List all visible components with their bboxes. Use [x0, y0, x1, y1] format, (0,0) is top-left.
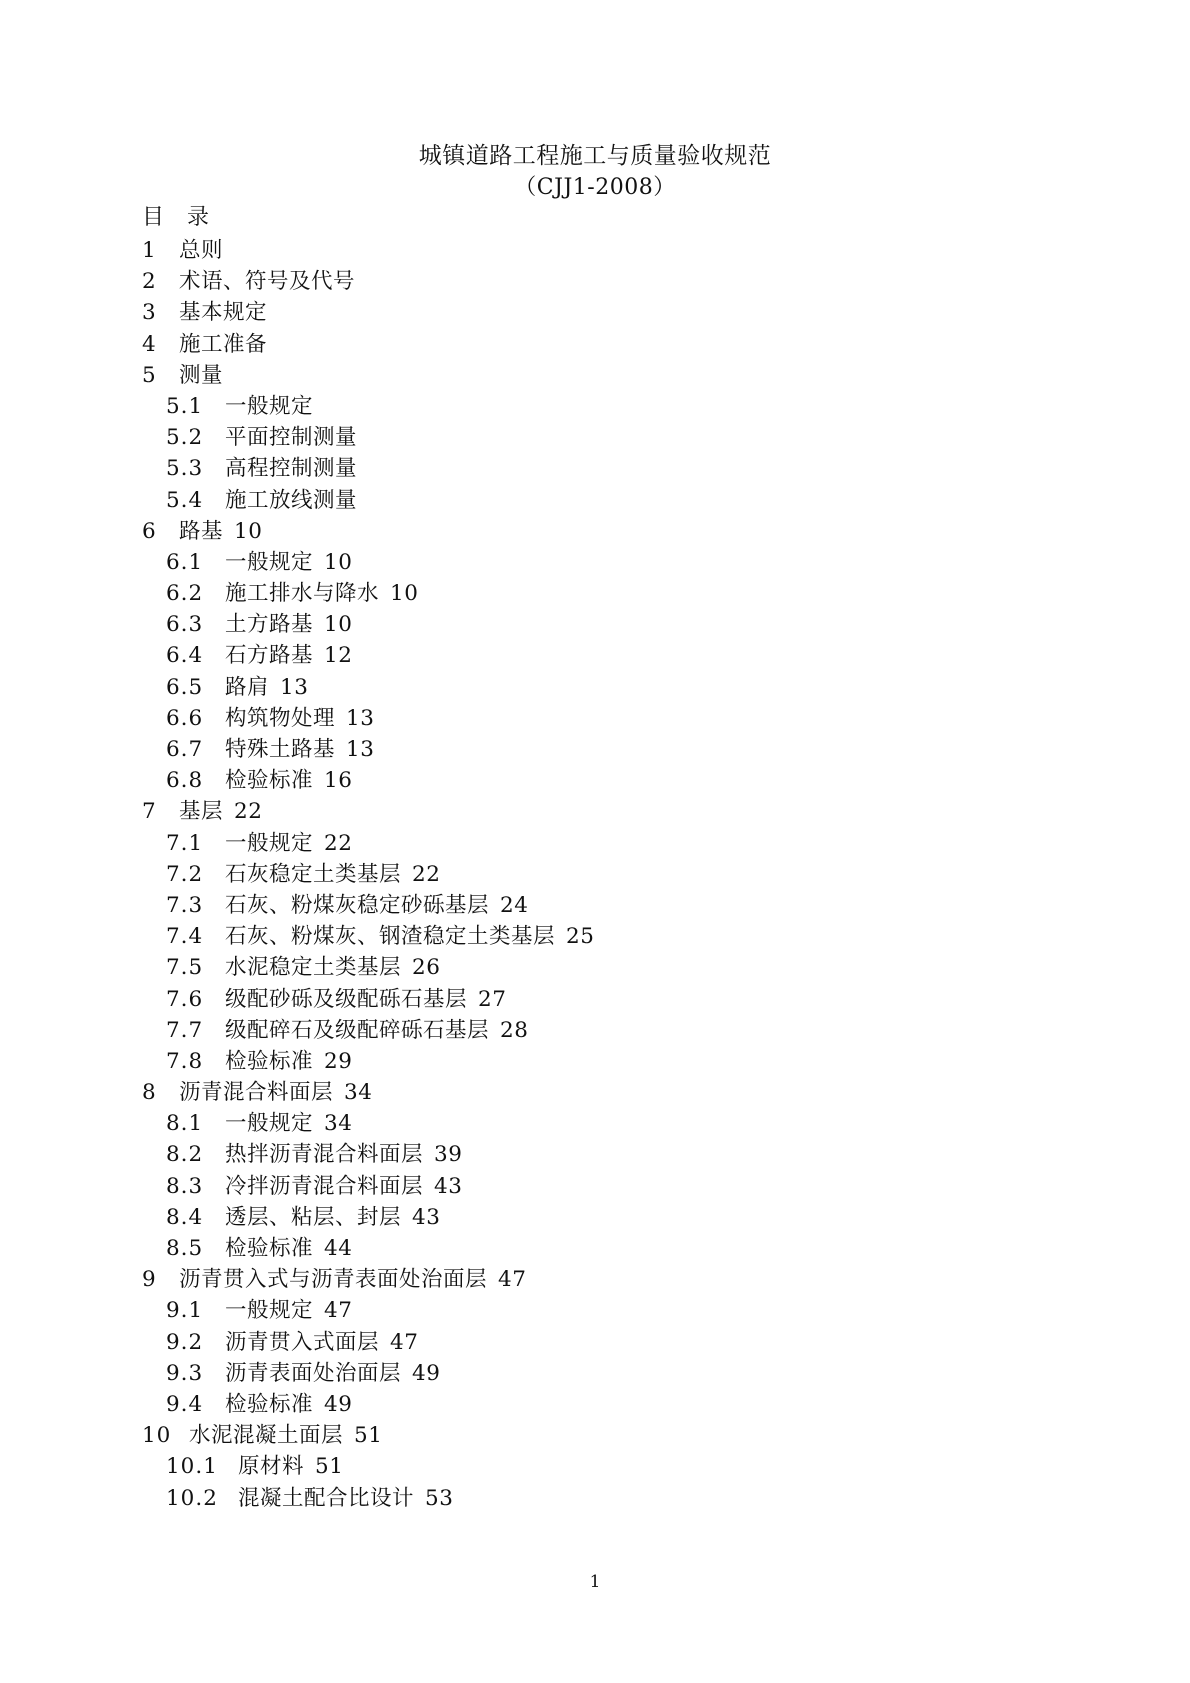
toc-entry-title: 一般规定 [225, 830, 314, 856]
toc-chapter-entry[interactable] [142, 266, 1042, 297]
toc-entry-number: 10.2 [166, 1485, 218, 1511]
toc-entry-number: 5.1 [166, 393, 204, 419]
toc-subsection-entry[interactable] [142, 1233, 1042, 1264]
toc-entry-title: 原材料 [238, 1454, 305, 1480]
toc-entry-title: 水泥混凝土面层 [189, 1423, 344, 1449]
toc-chapter-entry[interactable] [142, 1264, 1042, 1295]
toc-entry-page: 44 [324, 1236, 353, 1261]
toc-entry-page: 26 [412, 955, 441, 981]
toc-entry-title: 沥青贯入式与沥青表面处治面层 [179, 1267, 488, 1293]
toc-entry-title: 施工放线测量 [225, 487, 358, 513]
toc-entry-number: 8.2 [166, 1142, 204, 1168]
toc-subsection-entry[interactable] [142, 859, 1042, 890]
toc-entry-page: 51 [315, 1454, 344, 1480]
toc-entry-number: 8 [142, 1080, 157, 1106]
toc-entry-title: 一般规定 [225, 549, 314, 575]
toc-entry-page: 22 [234, 799, 263, 825]
toc-entry-title: 总则 [179, 238, 224, 263]
toc-entry-title: 沥青混合料面层 [179, 1080, 334, 1106]
toc-entry-number: 6.8 [166, 768, 204, 794]
toc-entry-title: 路肩 [225, 674, 270, 700]
toc-subsection-entry[interactable] [142, 1015, 1042, 1046]
toc-entry-title: 级配砂砾及级配砾石基层 [225, 986, 468, 1012]
toc-subsection-entry[interactable] [142, 578, 1042, 609]
toc-entry-page: 29 [324, 1048, 353, 1074]
toc-entry-number: 8.4 [166, 1204, 204, 1230]
toc-entry-number: 9.1 [166, 1298, 204, 1324]
toc-entry-page: 39 [434, 1142, 463, 1168]
toc-entry-page: 10 [390, 581, 419, 607]
toc-entry-number: 7.1 [166, 830, 204, 856]
toc-subsection-entry[interactable] [142, 890, 1042, 921]
document-code: （CJJ1-2008） [514, 175, 676, 200]
toc-chapter-entry[interactable] [142, 1420, 1042, 1451]
toc-entry-page: 10 [234, 518, 263, 544]
toc-subsection-entry[interactable] [142, 984, 1042, 1015]
toc-subsection-entry[interactable] [142, 1139, 1042, 1170]
toc-entry-number: 6.2 [166, 581, 204, 607]
toc-heading: 目 录 [142, 205, 217, 230]
toc-entry-page: 47 [498, 1267, 527, 1293]
toc-entry-page: 22 [324, 830, 353, 856]
toc-subsection-entry[interactable] [142, 640, 1042, 671]
toc-entry-page: 10 [324, 549, 353, 575]
toc-entry-title: 石方路基 [225, 643, 314, 669]
toc-entry-title: 沥青贯入式面层 [225, 1329, 380, 1355]
toc-entry-number: 9.4 [166, 1391, 204, 1417]
toc-subsection-entry[interactable] [142, 703, 1042, 734]
toc-entry-title: 一般规定 [225, 1111, 314, 1137]
toc-entry-page: 47 [390, 1329, 419, 1355]
toc-entry-number: 7.2 [166, 861, 204, 887]
toc-entry-number: 5.4 [166, 487, 204, 513]
toc-entry-number: 7.8 [166, 1048, 204, 1074]
toc-entry-title: 测量 [179, 362, 224, 388]
toc-entry-number: 9.3 [166, 1360, 204, 1386]
toc-entry-page: 25 [566, 924, 595, 950]
toc-subsection-entry[interactable] [142, 609, 1042, 640]
toc-subsection-entry[interactable] [142, 547, 1042, 578]
toc-entry-page: 43 [434, 1173, 463, 1199]
toc-entry-page: 49 [412, 1360, 441, 1386]
toc-entry-number: 7.4 [166, 924, 204, 950]
toc-entry-title: 土方路基 [225, 612, 314, 638]
toc-entry-number: 1 [142, 238, 157, 263]
toc-entry-page: 49 [324, 1391, 353, 1417]
toc-chapter-entry[interactable] [142, 329, 1042, 360]
document-title: 城镇道路工程施工与质量验收规范 [418, 143, 772, 169]
toc-entry-page: 24 [500, 892, 529, 918]
toc-entry-title: 构筑物处理 [225, 705, 336, 731]
toc-subsection-entry[interactable] [142, 921, 1042, 952]
toc-entry-title: 检验标准 [225, 1236, 314, 1261]
toc-entry-number: 9 [142, 1267, 157, 1293]
toc-subsection-entry[interactable] [142, 1202, 1042, 1233]
toc-chapter-entry[interactable] [142, 516, 1042, 547]
toc-entry-page: 13 [346, 705, 375, 731]
toc-entry-title: 石灰、粉煤灰稳定砂砾基层 [225, 892, 490, 918]
toc-entry-title: 冷拌沥青混合料面层 [225, 1173, 424, 1199]
toc-entry-title: 石灰、粉煤灰、钢渣稳定土类基层 [225, 924, 556, 950]
toc-subsection-entry[interactable] [142, 391, 1042, 422]
toc-entry-title: 级配碎石及级配碎砾石基层 [225, 1017, 490, 1043]
toc-subsection-entry[interactable] [142, 1327, 1042, 1358]
toc-subsection-entry[interactable] [142, 1483, 1042, 1514]
toc-entry-page: 28 [500, 1017, 529, 1043]
toc-subsection-entry[interactable] [142, 422, 1042, 453]
toc-subsection-entry[interactable] [142, 672, 1042, 703]
toc-entry-page: 10 [324, 612, 353, 638]
toc-entry-number: 10.1 [166, 1454, 218, 1480]
toc-entry-number: 7.7 [166, 1017, 204, 1043]
toc-entry-number: 6 [142, 518, 157, 544]
toc-entry-number: 6.5 [166, 674, 204, 700]
toc-entry-number: 9.2 [166, 1329, 204, 1355]
toc-entry-number: 7.3 [166, 892, 204, 918]
toc-entry-title: 基层 [179, 799, 224, 825]
toc-subsection-entry[interactable] [142, 1046, 1042, 1077]
toc-subsection-entry[interactable] [142, 1389, 1042, 1420]
toc-subsection-entry[interactable] [142, 1358, 1042, 1389]
toc-entry-page: 16 [324, 768, 353, 794]
toc-chapter-entry[interactable] [142, 796, 1042, 827]
toc-entry-title: 混凝土配合比设计 [238, 1485, 415, 1511]
toc-subsection-entry[interactable] [142, 952, 1042, 983]
toc-subsection-entry[interactable] [142, 1451, 1042, 1482]
toc-entry-page: 47 [324, 1298, 353, 1324]
toc-entry-title: 检验标准 [225, 1391, 314, 1417]
toc-entry-number: 5.2 [166, 425, 204, 451]
toc-entry-page: 13 [346, 737, 375, 762]
page-number: 1 [589, 1572, 601, 1592]
toc-subsection-entry[interactable] [142, 828, 1042, 859]
toc-chapter-entry[interactable] [142, 235, 1042, 266]
toc-entry-number: 8.3 [166, 1173, 204, 1199]
toc-entry-title: 施工准备 [179, 331, 268, 357]
toc-chapter-entry[interactable] [142, 297, 1042, 328]
toc-entry-title: 特殊土路基 [225, 737, 336, 762]
toc-subsection-entry[interactable] [142, 1295, 1042, 1326]
toc-entry-title: 基本规定 [179, 300, 268, 326]
toc-subsection-entry[interactable] [142, 485, 1042, 516]
toc-entry-number: 6.4 [166, 643, 204, 669]
toc-subsection-entry[interactable] [142, 453, 1042, 484]
toc-entry-title: 沥青表面处治面层 [225, 1360, 402, 1386]
toc-entry-title: 检验标准 [225, 768, 314, 794]
toc-entry-title: 石灰稳定土类基层 [225, 861, 402, 887]
toc-entry-number: 2 [142, 269, 157, 295]
toc-chapter-entry[interactable] [142, 1077, 1042, 1108]
toc-entry-title: 术语、符号及代号 [179, 269, 356, 295]
toc-entry-number: 8.1 [166, 1111, 204, 1137]
toc-entry-page: 13 [280, 674, 309, 700]
toc-entry-title: 水泥稳定土类基层 [225, 955, 402, 981]
toc-entry-number: 5 [142, 362, 157, 388]
toc-entry-title: 透层、粘层、封层 [225, 1204, 402, 1230]
toc-entry-number: 8.5 [166, 1236, 204, 1261]
toc-chapter-entry[interactable] [142, 360, 1042, 391]
toc-subsection-entry[interactable] [142, 1108, 1042, 1139]
toc-entry-title: 施工排水与降水 [225, 581, 380, 607]
toc-entry-number: 6.7 [166, 737, 204, 762]
toc-entry-number: 7 [142, 799, 157, 825]
toc-entry-number: 7.5 [166, 955, 204, 981]
toc-entry-title: 一般规定 [225, 1298, 314, 1324]
toc-entry-title: 高程控制测量 [225, 456, 358, 482]
toc-entry-page: 34 [324, 1111, 353, 1137]
toc-entry-number: 4 [142, 331, 157, 357]
toc-entry-title: 路基 [179, 518, 224, 544]
toc-entry-number: 6.6 [166, 705, 204, 731]
toc-subsection-entry[interactable] [142, 765, 1042, 796]
toc-entry-title: 一般规定 [225, 393, 314, 419]
toc-entry-number: 3 [142, 300, 157, 326]
toc-subsection-entry[interactable] [142, 1171, 1042, 1202]
toc-subsection-entry[interactable] [142, 734, 1042, 765]
toc-entry-page: 43 [412, 1204, 441, 1230]
toc-entry-number: 7.6 [166, 986, 204, 1012]
toc-entry-title: 检验标准 [225, 1048, 314, 1074]
toc-entry-page: 22 [412, 861, 441, 887]
table-of-contents [142, 235, 1042, 1514]
toc-entry-page: 53 [425, 1485, 454, 1511]
toc-entry-number: 5.3 [166, 456, 204, 482]
toc-entry-number: 6.1 [166, 549, 204, 575]
toc-entry-page: 12 [324, 643, 353, 669]
toc-entry-title: 热拌沥青混合料面层 [225, 1142, 424, 1168]
toc-entry-page: 27 [478, 986, 507, 1012]
toc-entry-number: 10 [142, 1423, 172, 1449]
toc-entry-number: 6.3 [166, 612, 204, 638]
toc-entry-page: 34 [344, 1080, 373, 1106]
toc-entry-page: 51 [354, 1423, 383, 1449]
toc-entry-title: 平面控制测量 [225, 425, 358, 451]
